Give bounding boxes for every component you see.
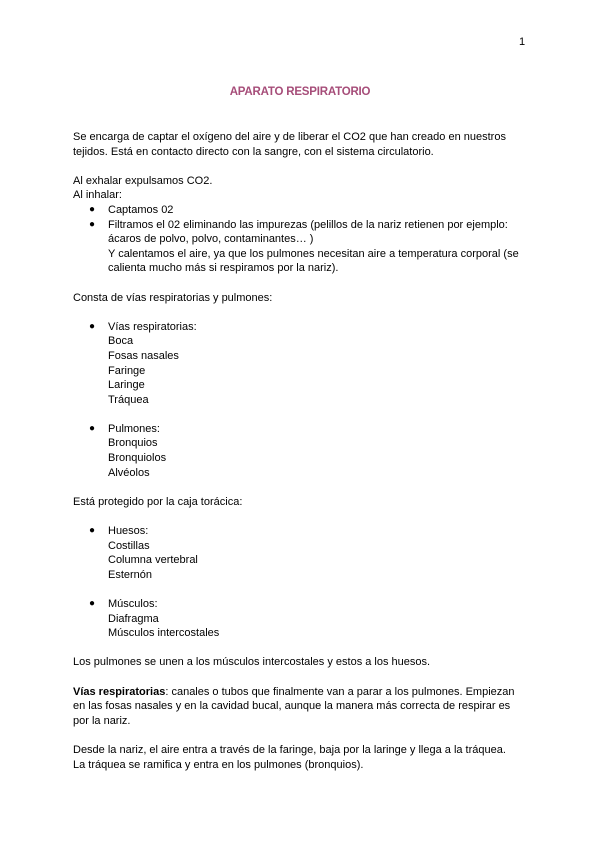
pulmones-item: Bronquios [108, 437, 158, 450]
inhale-text: Al inhalar: [73, 189, 122, 202]
vias-heading: Vías respiratorias: [108, 320, 197, 333]
inhale-bullet-2-line-2: ácaros de polvo, polvo, contaminantes… ) [108, 233, 314, 246]
list-item [73, 203, 533, 218]
vias-item: Laringe [108, 379, 145, 392]
huesos-item: Costillas [108, 539, 150, 552]
vias-item: Boca [108, 335, 134, 348]
pulmones-item: Alvéolos [108, 466, 150, 479]
bullet-icon: ● [89, 422, 96, 434]
page-number: 1 [519, 36, 526, 48]
list-item [73, 422, 533, 480]
list-item [73, 524, 533, 582]
pulmones-heading: Pulmones: [108, 422, 160, 435]
bullet-icon: ● [89, 218, 96, 230]
musculos-item: Diafragma [108, 612, 159, 625]
page-title: APARATO RESPIRATORIO [229, 86, 371, 98]
vias-definition-line-2: en las fosas nasales y en la cavidad bucal, aunque la manera más correcta de respirar es [73, 700, 511, 713]
list-item [73, 320, 533, 408]
musculos-heading: Músculos: [108, 598, 158, 610]
inhale-bullet-2-line-1: Filtramos el 02 eliminando las impurezas (pelillos de la nariz retienen por ejemplo: [108, 218, 508, 231]
vias-item: Fosas nasales [108, 349, 179, 362]
exhale-text: Al exhalar expulsamos CO2. [73, 174, 213, 187]
list-item [73, 218, 533, 276]
bullet-icon: ● [89, 320, 96, 332]
union-text: Los pulmones se unen a los músculos intercostales y estos a los huesos. [73, 656, 431, 669]
vias-definition-text: : canales o tubos que finalmente van a parar a los pulmones. Empiezan [165, 685, 515, 698]
intro-line-1: Se encarga de captar el oxígeno del aire y de liberar el CO2 que han creado en nuestros [73, 131, 506, 143]
inhale-bullet-2-line-3: Y calentamos el aire, ya que los pulmones necesitan aire a temperatura corporal (se [108, 247, 519, 260]
document-body [73, 130, 533, 772]
vias-item: Tráquea [108, 393, 149, 406]
musculos-item: Músculos intercostales [108, 627, 220, 640]
consta-text: Consta de vías respiratorias y pulmones: [73, 291, 273, 304]
protegido-text: Está protegido por la caja torácica: [73, 495, 243, 508]
bullet-icon: ● [89, 525, 96, 537]
huesos-heading: Huesos: [108, 525, 149, 538]
inhale-bullet-1: Captamos 02 [108, 203, 174, 216]
inhale-bullet-2-line-4: calienta mucho más si respiramos por la nariz). [108, 262, 339, 275]
vias-definition-line-3: por la nariz. [73, 714, 131, 727]
bullet-icon: ● [89, 598, 96, 609]
list-item [73, 597, 533, 641]
vias-item: Faringe [108, 364, 146, 377]
pulmones-item: Bronquiolos [108, 452, 167, 465]
huesos-item: Esternón [108, 568, 153, 581]
nariz-line-1: Desde la nariz, el aire entra a través de la faringe, baja por la laringe y llega a la tráquea. [73, 743, 506, 756]
vias-definition-label: Vías respiratorias [73, 685, 166, 698]
bullet-icon: ● [89, 203, 96, 215]
vias-definition-line-1 [73, 685, 533, 700]
huesos-item: Columna vertebral [108, 554, 198, 567]
nariz-line-2: La tráquea se ramifica y entra en los pulmones (bronquios). [73, 758, 364, 771]
intro-line-2: tejidos. Está en contacto directo con la sangre, con el sistema circulatorio. [73, 145, 434, 158]
